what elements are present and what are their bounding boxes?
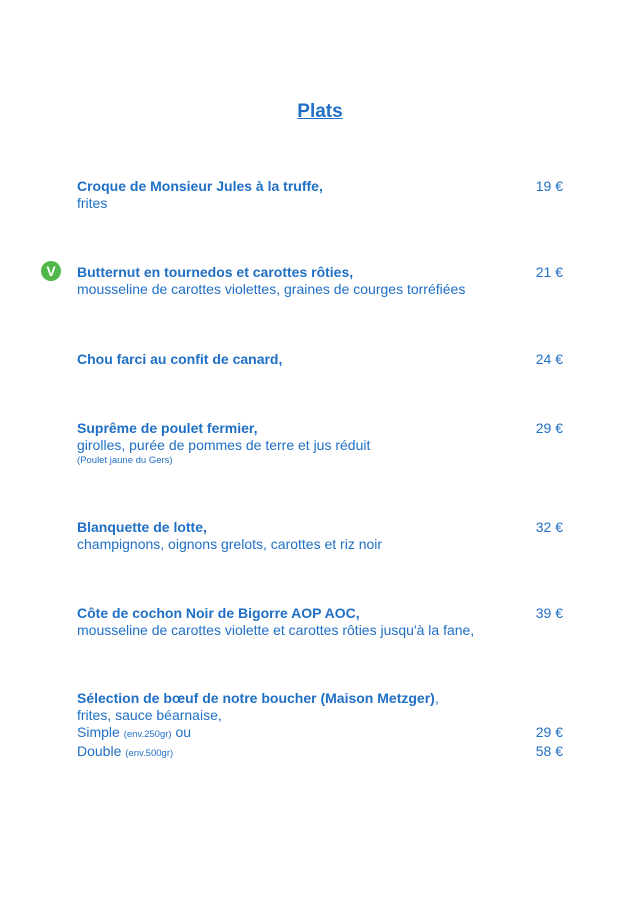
- dish-name-line: [77, 690, 439, 707]
- page-title: Plats: [297, 101, 343, 122]
- dish-price: 21 €: [535, 264, 563, 280]
- dish-description: champignons, oignons grelots, carottes et riz noir: [77, 536, 383, 552]
- dish-description: girolles, purée de pommes de terre et jus réduit: [77, 437, 371, 453]
- option-suffix: ou: [171, 724, 192, 740]
- dish-price: 24 €: [535, 351, 563, 367]
- menu-item: [77, 263, 567, 298]
- dish-price: 32 €: [535, 519, 563, 535]
- dish-price: 19 €: [535, 178, 563, 194]
- menu-item: [77, 518, 567, 553]
- menu-item: [77, 604, 567, 639]
- dish-name: Butternut en tournedos et carottes rôties,: [77, 264, 354, 280]
- dish-description: frites, sauce béarnaise,: [77, 707, 222, 723]
- dish-name: Blanquette de lotte,: [77, 519, 207, 535]
- dish-name: Suprême de poulet fermier,: [77, 420, 258, 436]
- menu-item: [77, 419, 567, 468]
- dish-price: 29 €: [535, 420, 563, 436]
- dish-description: frites: [77, 195, 108, 211]
- dish-name: Chou farci au confit de canard,: [77, 351, 283, 367]
- dish-price: 39 €: [535, 605, 563, 621]
- dish-option: [77, 743, 567, 762]
- option-price: 58 €: [535, 743, 563, 759]
- dish-name: Côte de cochon Noir de Bigorre AOP AOC,: [77, 605, 360, 621]
- dish-name: Sélection de bœuf de notre boucher (Maison Metzger): [77, 690, 435, 706]
- option-label: Double: [77, 743, 122, 759]
- menu-item: [77, 690, 567, 762]
- dish-name-suffix: ,: [434, 690, 439, 706]
- menu-item: [77, 177, 567, 212]
- dish-note: (Poulet jaune du Gers): [77, 455, 173, 466]
- vegetarian-icon: V: [41, 261, 61, 281]
- dish-name: Croque de Monsieur Jules à la truffe,: [77, 178, 323, 194]
- menu-item: [77, 350, 567, 368]
- option-weight: (env.250gr): [123, 729, 172, 740]
- option-label: Simple: [77, 724, 120, 740]
- dish-option: [77, 724, 567, 743]
- dish-description: mousseline de carottes violette et carottes rôties jusqu'à la fane,: [77, 622, 475, 638]
- option-weight: (env.500gr): [125, 748, 174, 759]
- option-price: 29 €: [535, 724, 563, 740]
- dish-description: mousseline de carottes violettes, graines de courges torréfiées: [77, 281, 466, 297]
